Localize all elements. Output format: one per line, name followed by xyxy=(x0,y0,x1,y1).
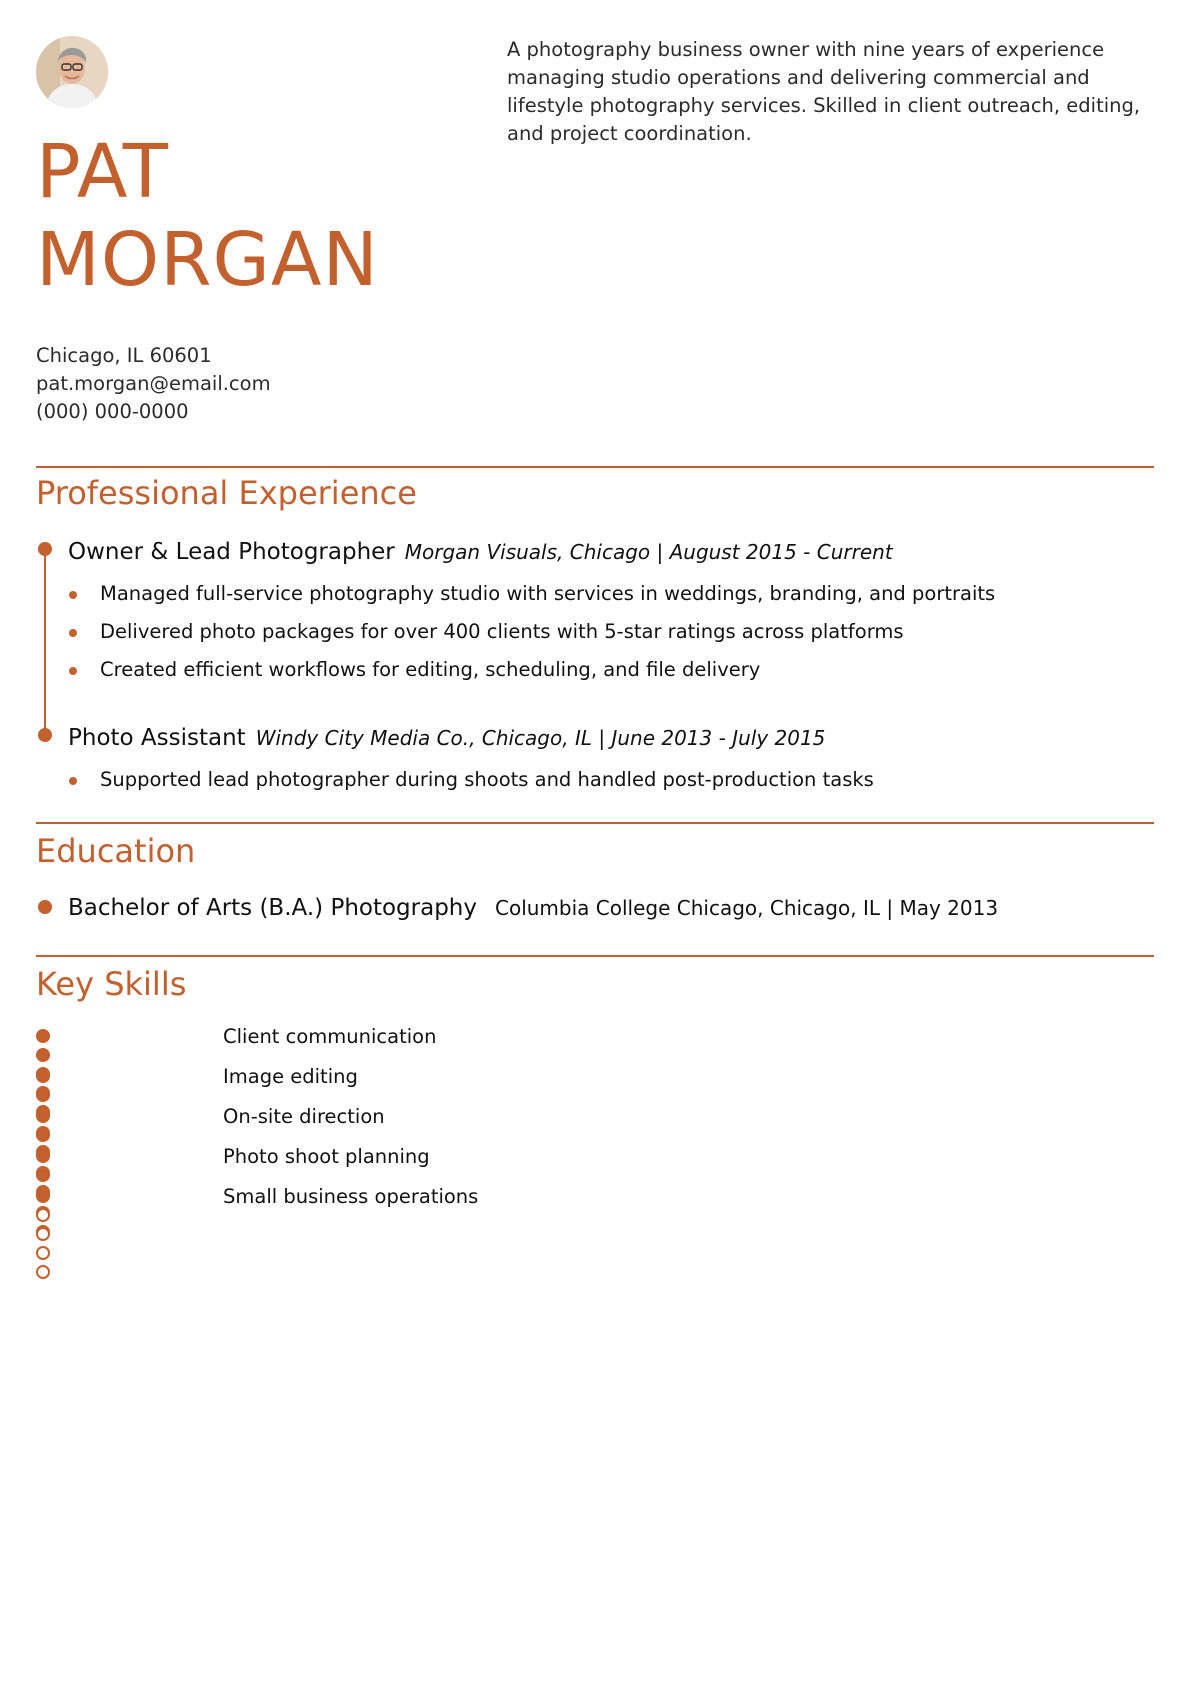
job-bullet: Supported lead photographer during shoots and handled post-production tasks xyxy=(100,768,874,791)
job-title-row xyxy=(68,723,825,753)
contact-phone: (000) 000-0000 xyxy=(36,400,189,423)
avatar xyxy=(36,36,108,108)
section-divider xyxy=(36,955,1154,957)
rating-dot-filled xyxy=(36,1149,50,1163)
job-details: Windy City Media Co., Chicago, IL | June 2013 - July 2015 xyxy=(255,726,826,750)
rating-dot-filled xyxy=(36,1069,50,1083)
timeline-line xyxy=(44,550,46,735)
job-title-row xyxy=(68,537,893,567)
skill-name: Photo shoot planning xyxy=(223,1145,430,1168)
rating-dot-empty xyxy=(36,1208,50,1222)
first-name: PAT xyxy=(36,129,169,215)
section-divider xyxy=(36,822,1154,824)
contact-email: pat.morgan@email.com xyxy=(36,372,271,395)
rating-dot-filled xyxy=(36,1048,50,1062)
degree: Bachelor of Arts (B.A.) Photography xyxy=(68,895,477,921)
rating-dot-filled xyxy=(36,1128,50,1142)
timeline-dot xyxy=(38,728,52,742)
profile-photo xyxy=(36,36,108,108)
education-entry xyxy=(68,893,998,923)
job-title: Owner & Lead Photographer xyxy=(68,539,395,565)
rating-dot-empty xyxy=(36,1265,50,1279)
last-name: MORGAN xyxy=(36,217,379,303)
job-details: Morgan Visuals, Chicago | August 2015 - Current xyxy=(404,540,893,564)
contact-info xyxy=(36,342,271,426)
rating-dot-empty xyxy=(36,1246,50,1260)
skills-heading: Key Skills xyxy=(36,965,187,1003)
skill-rating xyxy=(36,1189,59,1284)
job-title: Photo Assistant xyxy=(68,725,246,751)
education-heading: Education xyxy=(36,832,196,870)
experience-heading: Professional Experience xyxy=(36,474,417,512)
rating-dot-empty xyxy=(36,1227,50,1241)
rating-dot-filled xyxy=(36,1189,50,1203)
contact-address: Chicago, IL 60601 xyxy=(36,344,212,367)
education-dot xyxy=(38,900,52,914)
skill-name: Client communication xyxy=(223,1025,437,1048)
profile-summary: A photography business owner with nine years of experience managing studio operations and delivering commercial and lifestyle photography services. Skilled in client outreach, editing, and project coordination. xyxy=(507,38,1141,145)
rating-dot-filled xyxy=(36,1168,50,1182)
rating-dot-filled xyxy=(36,1029,50,1043)
job-bullet: Delivered photo packages for over 400 clients with 5-star ratings across platforms xyxy=(100,620,904,643)
school-details: Columbia College Chicago, Chicago, IL | May 2013 xyxy=(495,896,999,920)
skill-name: On-site direction xyxy=(223,1105,385,1128)
rating-dot-filled xyxy=(36,1109,50,1123)
candidate-name xyxy=(36,128,379,304)
skill-name: Image editing xyxy=(223,1065,358,1088)
rating-dot-filled xyxy=(36,1088,50,1102)
timeline-dot xyxy=(38,542,52,556)
job-bullet: Created efficient workflows for editing, scheduling, and file delivery xyxy=(100,658,761,681)
section-divider xyxy=(36,466,1154,468)
skill-name: Small business operations xyxy=(223,1185,479,1208)
job-bullet: Managed full-service photography studio with services in weddings, branding, and portraits xyxy=(100,582,996,605)
